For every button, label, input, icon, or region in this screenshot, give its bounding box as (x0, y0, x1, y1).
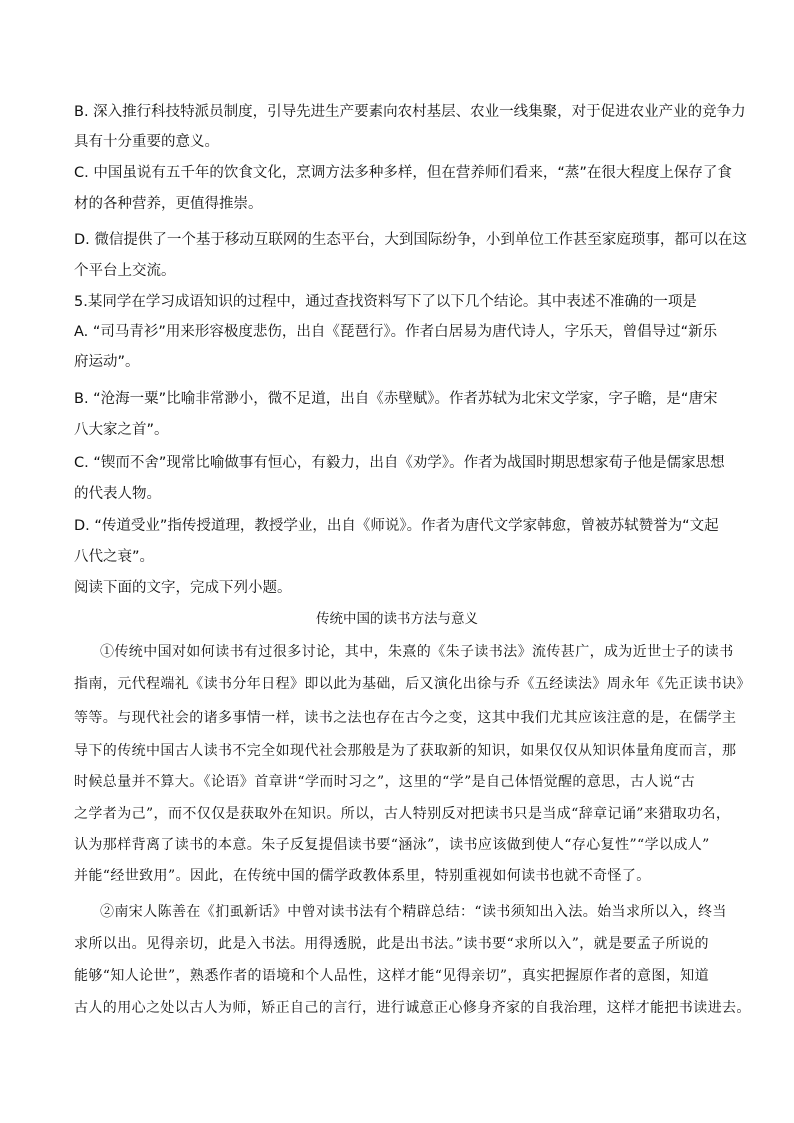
paragraph-1-line: 等等。与现代社会的诸多事情一样，读书之法也存在古今之变，这其中我们尤其应该注意的是，在儒学主 (74, 710, 737, 726)
paragraph-1-line: 认为那样背离了读书的本意。朱子反复提倡读书要“涵泳”，读书应该做到使人“存心复性”“学以成人” (74, 837, 710, 853)
q5-option-c-line2: 的代表人物。 (74, 486, 161, 502)
q4-option-b-line2: 具有十分重要的意义。 (74, 134, 219, 150)
q4-option-b-line1: B. 深入推行科技特派员制度，引导先进生产要素向农村基层、农业一线集聚，对于促进农业产业的竞争力 (74, 104, 746, 120)
q5-option-d-line1: D. “传道受业”指传授道理，教授学业，出自《师说》。作者为唐代文学家韩愈，曾被苏轼赞誉为“文起 (74, 518, 719, 534)
paragraph-1-line: 之学者为己”，而不仅仅是获取外在知识。所以，古人特别反对把读书只是当成“辞章记诵”来猎取功名， (74, 806, 731, 822)
reading-instruction: 阅读下面的文字，完成下列小题。 (74, 580, 292, 596)
q5-option-b-line2: 八大家之首”。 (74, 422, 169, 438)
paragraph-1-line: 并能“经世致用”。因此，在传统中国的儒学政教体系里，特别重视如何读书也就不奇怪了。 (74, 868, 651, 884)
paragraph-2-line: 古人的用心之处以古人为师，矫正自己的言行，进行诚意正心修身齐家的自我治理，这样才能把书读进去。 (74, 1000, 751, 1016)
q4-option-c-line2: 材的各种营养，更值得推崇。 (74, 196, 263, 212)
paragraph-2-line: 能够“知人论世”，熟悉作者的语境和个人品性，这样才能“见得亲切”，真实把握原作者的意图，知道 (74, 968, 710, 984)
q4-option-d-line1: D. 微信提供了一个基于移动互联网的生态平台，大到国际纷争，小到单位工作甚至家庭琐事，都可以在这 (74, 232, 747, 248)
paragraph-1-line: ①传统中国对如何读书有过很多讨论，其中，朱熹的《朱子读书法》流传甚广，成为近世士子的读书 (100, 644, 734, 660)
paragraph-2-line: ②南宋人陈善在《扪虱新话》中曾对读书法有个精辟总结：“读书须知出入法。始当求所以入，终当 (100, 904, 727, 920)
paragraph-2-line: 求所以出。见得亲切，此是入书法。用得透脱，此是出书法。”读书要“求所以入”，就是要孟子所说的 (74, 936, 709, 952)
q5-stem: 5.某同学在学习成语知识的过程中，通过查找资料写下了以下几个结论。其中表述不准确的一项是 (74, 294, 697, 310)
paragraph-1-line: 指南，元代程端礼《读书分年日程》即以此为基础，后又演化出徐与乔《五经读法》周永年《先正读书诀》 (74, 676, 751, 692)
paragraph-1-line: 导下的传统中国古人读书不完全如现代社会那般是为了获取新的知识，如果仅仅从知识体量角度而言，那 (74, 743, 737, 759)
q5-option-c-line1: C. “锲而不舍”现常比喻做事有恒心，有毅力，出自《劝学》。作者为战国时期思想家荀子他是儒家思想 (74, 455, 725, 471)
q5-option-d-line2: 八代之衰”。 (74, 549, 155, 565)
q5-option-b-line1: B. “沧海一粟”比喻非常渺小，微不足道，出自《赤壁赋》。作者苏轼为北宋文学家，字子瞻，是“唐宋 (74, 391, 718, 407)
q5-option-a-line1: A. “司马青衫”用来形容极度悲伤，出自《琵琶行》。作者白居易为唐代诗人，字乐天，曾倡导过“新乐 (74, 324, 718, 340)
paragraph-1-line: 时候总量并不算大。《论语》首章讲“学而时习之”，这里的“学”是自己体悟觉醒的意思，古人说“古 (74, 774, 696, 790)
q5-option-a-line2: 府运动”。 (74, 354, 140, 370)
passage-title: 传统中国的读书方法与意义 (316, 611, 478, 627)
q4-option-c-line1: C. 中国虽说有五千年的饮食文化，烹调方法多种多样，但在营养师们看来，“蒸”在很大程度上保存了食 (74, 165, 732, 181)
q4-option-d-line2: 个平台上交流。 (74, 263, 176, 279)
